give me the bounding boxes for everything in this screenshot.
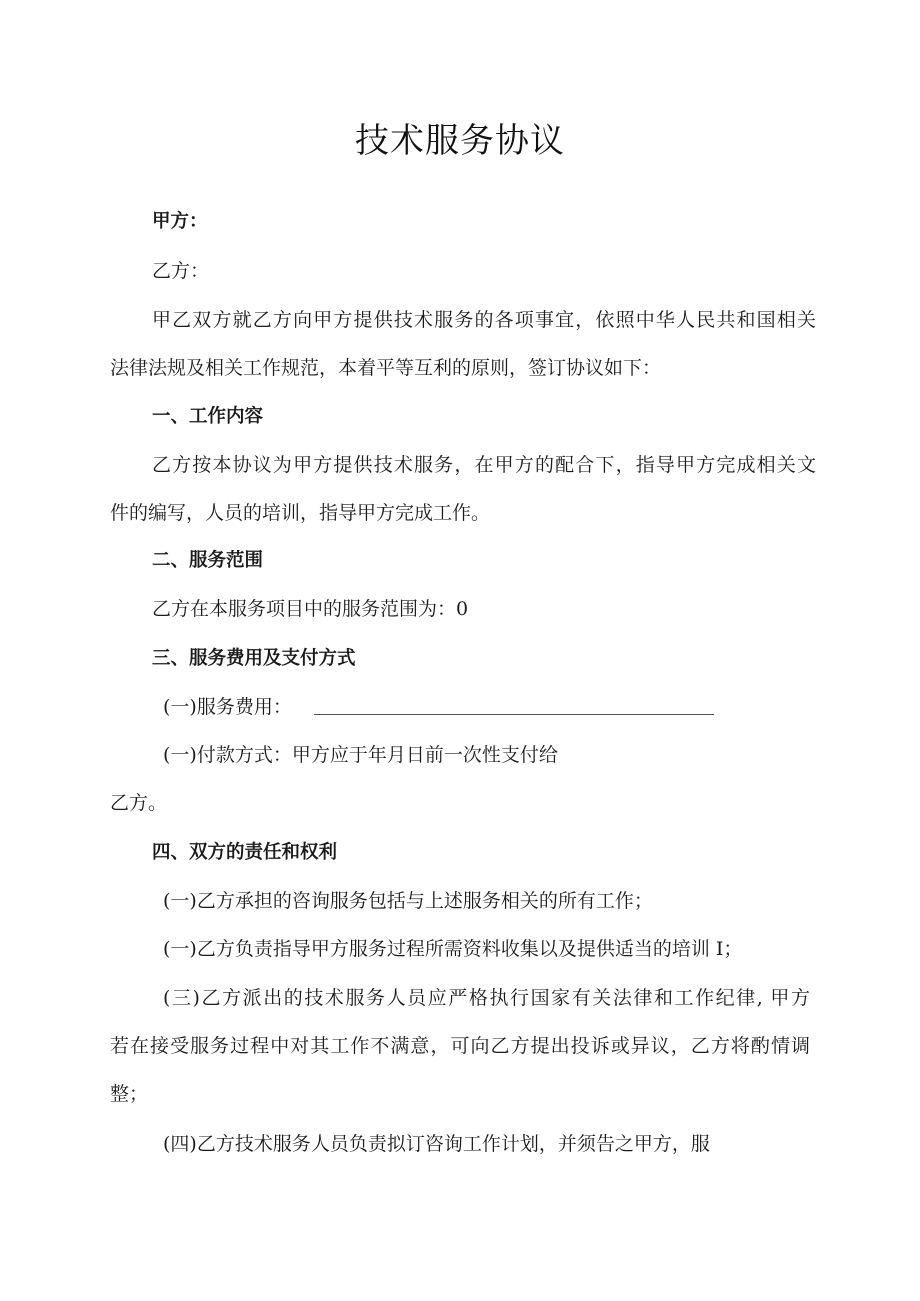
section-1-heading: 一、工作内容 (152, 406, 264, 427)
duty-item-1: (一)乙方承担的咨询服务包括与上述服务相关的所有工作； (163, 890, 653, 912)
section-2-heading: 二、服务范围 (152, 550, 264, 571)
duty-item-2: (一)乙方负责指导甲方服务过程所需资料收集以及提供适当的培训 I； (163, 938, 743, 960)
document-title: 技术服务协议 (355, 121, 565, 161)
duty-item-3-line-1: (三)乙方派出的技术服务人员应严格执行国家有关法律和工作纪律, 甲方 (163, 987, 810, 1009)
service-fee-label: (一)服务费用： (163, 696, 292, 718)
duty-item-3-line-2: 若在接受服务过程中对其工作不满意，可向乙方提出投诉或异议，乙方将酌情调 (110, 1035, 810, 1057)
service-fee-blank-line (314, 714, 714, 715)
payment-method-tail: 乙方。 (110, 792, 168, 814)
payment-method-line: (一)付款方式：甲方应于年月日前一次性支付给 (163, 744, 558, 766)
preamble-line-1: 甲乙双方就乙方向甲方提供技术服务的各项事宜，依照中华人民共和国相关 (152, 309, 816, 331)
section-2-line: 乙方在本服务项目中的服务范围为：0 (152, 598, 469, 620)
preamble-line-2: 法律法规及相关工作规范，本着平等互利的原则，签订协议如下： (110, 357, 662, 379)
section-1-line-2: 件的编写，人员的培训，指导甲方完成工作。 (110, 502, 491, 524)
duty-item-3-line-3: 整； (110, 1083, 149, 1105)
duty-item-4: (四)乙方技术服务人员负责拟订咨询工作计划，并须告之甲方，服 (163, 1133, 710, 1155)
section-3-heading: 三、服务费用及支付方式 (152, 648, 356, 669)
party-b-label: 乙方： (152, 260, 210, 282)
section-1-line-1: 乙方按本协议为甲方提供技术服务，在甲方的配合下，指导甲方完成相关文 (152, 454, 816, 476)
section-4-heading: 四、双方的责任和权利 (152, 842, 338, 863)
party-a-label: 甲方： (152, 211, 208, 232)
